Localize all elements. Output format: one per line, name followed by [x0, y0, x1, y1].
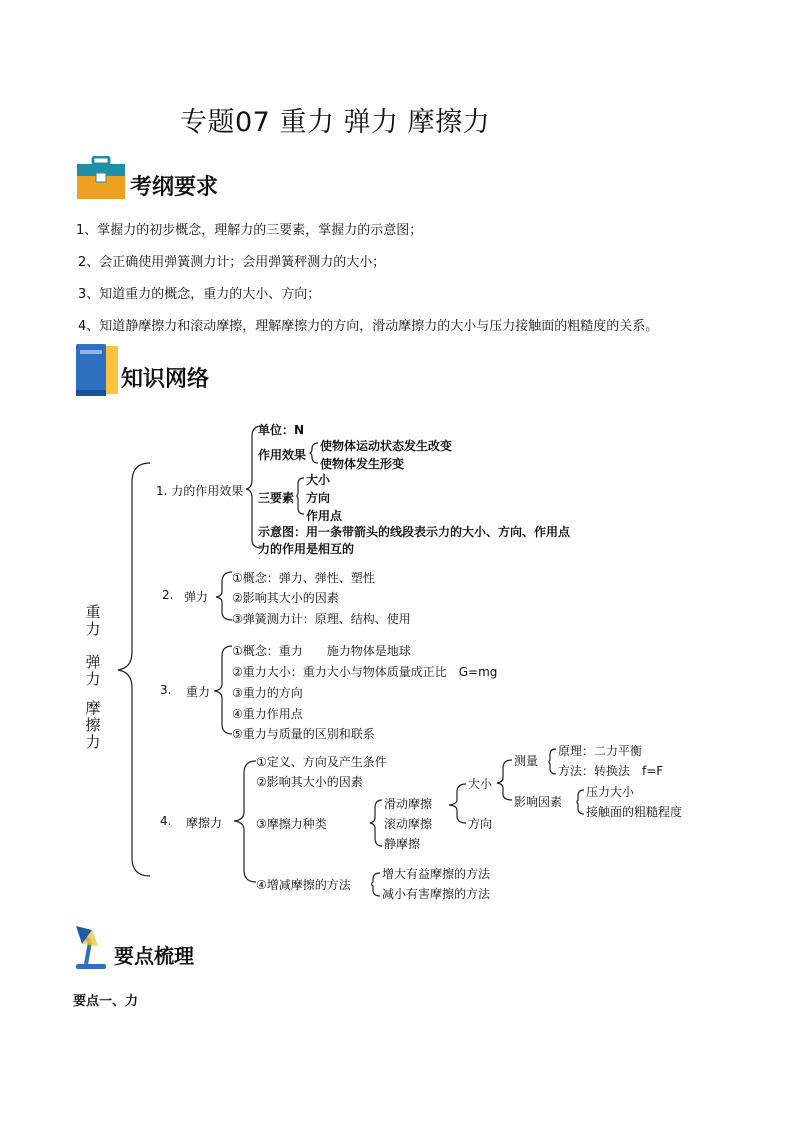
- friction-type-item: 滑动摩擦: [384, 797, 433, 811]
- measure-item: 方法：转换法 f=F: [558, 764, 664, 778]
- friction-type-item: 滚动摩擦: [384, 817, 433, 831]
- force-mutual: 力的作用是相互的: [258, 542, 355, 556]
- method-item: 减小有害摩擦的方法: [382, 887, 491, 901]
- requirements-heading: 考纲要求: [130, 175, 219, 200]
- elastic-item: ①概念：弹力、弹性、塑性: [232, 571, 375, 585]
- page-title: 专题07 重力 弹力 摩擦力: [180, 107, 491, 138]
- friction-methods-label: ④增减摩擦的方法: [256, 878, 351, 892]
- keypoint-first: 要点一、力: [73, 994, 139, 1009]
- elastic-num: 2.: [162, 588, 174, 602]
- gravity-num: 3.: [160, 683, 172, 697]
- force-element-item: 作用点: [306, 509, 343, 523]
- network-heading: 知识网络: [121, 367, 210, 392]
- friction-types-label: ③摩擦力种类: [256, 817, 327, 831]
- root-label-elastic: 弹力: [85, 653, 101, 688]
- force-element-item: 大小: [306, 473, 331, 487]
- gravity-node: 重力: [186, 685, 211, 699]
- friction-type-item: 静摩擦: [384, 837, 421, 851]
- force-element-item: 方向: [306, 491, 331, 505]
- force-effect-item: 使物体发生形变: [320, 457, 405, 471]
- force-elements-label: 三要素: [258, 491, 295, 505]
- keypoints-heading: 要点梳理: [114, 944, 194, 968]
- requirement-item: 1、掌握力的初步概念，理解力的三要素，掌握力的示意图；: [76, 223, 423, 238]
- gravity-item: ③重力的方向: [232, 686, 303, 700]
- elastic-node: 弹力: [184, 590, 209, 604]
- friction-def: ①定义、方向及产生条件: [256, 755, 387, 769]
- gravity-item: ②重力大小：重力大小与物体质量成正比 G=mg: [232, 665, 498, 679]
- root-label-friction: 摩擦力: [85, 699, 101, 751]
- force-unit: 单位：N: [258, 423, 305, 437]
- friction-num: 4.: [160, 814, 172, 828]
- force-effect-label: 作用效果: [258, 448, 307, 462]
- elastic-item: ③弹簧测力计：原理、结构、使用: [232, 612, 411, 626]
- influence-item: 接触面的粗糙程度: [586, 805, 683, 819]
- force-diagram: 示意图：用一条带箭头的线段表示力的大小、方向、作用点: [258, 525, 571, 539]
- friction-influence: 影响因素: [514, 795, 563, 809]
- requirement-item: 4、知道静摩擦力和滚动摩擦，理解摩擦力的方向，滑动摩擦力的大小与压力接触面的粗糙度的关系。: [78, 319, 659, 334]
- friction-size: 大小: [468, 777, 493, 791]
- desk-lamp-icon: [72, 924, 114, 970]
- friction-measure: 测量: [514, 754, 539, 768]
- influence-item: 压力大小: [586, 785, 635, 799]
- gravity-item: ④重力作用点: [232, 707, 303, 721]
- force-node: 1. 力的作用效果: [156, 484, 244, 498]
- root-label-gravity: 重力: [85, 603, 101, 638]
- friction-node: 摩擦力: [186, 816, 223, 830]
- measure-item: 原理：二力平衡: [558, 744, 643, 758]
- requirement-item: 2、会正确使用弹簧测力计；会用弹簧秤测力的大小；: [78, 255, 386, 270]
- gravity-item: ⑤重力与质量的区别和联系: [232, 727, 375, 741]
- requirement-item: 3、知道重力的概念，重力的大小、方向；: [78, 287, 321, 302]
- elastic-item: ②影响其大小的因素: [232, 591, 339, 605]
- friction-factors: ②影响其大小的因素: [256, 775, 363, 789]
- method-item: 增大有益摩擦的方法: [382, 867, 491, 881]
- force-effect-item: 使物体运动状态发生改变: [320, 439, 453, 453]
- friction-direction: 方向: [468, 817, 493, 831]
- gravity-item: ①概念：重力 施力物体是地球: [232, 644, 411, 658]
